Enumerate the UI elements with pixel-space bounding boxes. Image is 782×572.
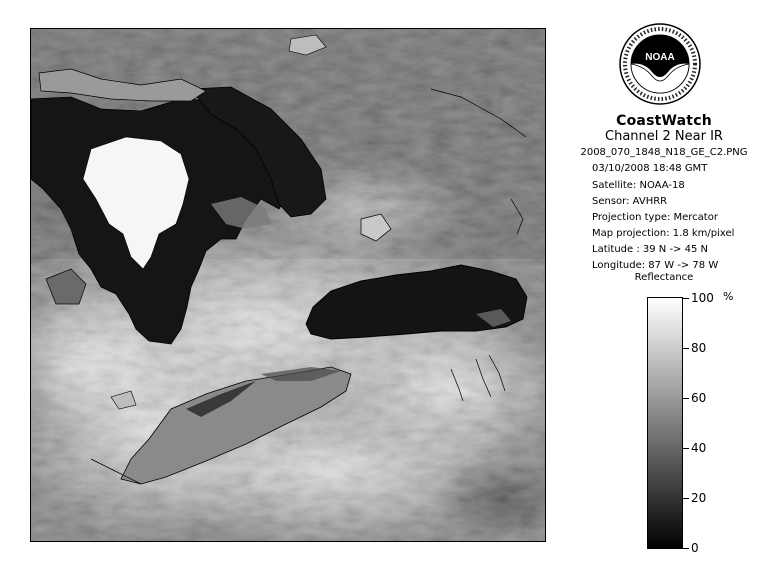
tick-mark — [683, 348, 689, 349]
noaa-seal — [618, 22, 702, 106]
reflectance-colorbar — [647, 297, 683, 549]
tick-mark — [683, 298, 689, 299]
tick-label-0: 0 — [691, 541, 699, 555]
tick-mark — [683, 448, 689, 449]
longitude-label: Longitude: 87 W -> 78 W — [592, 260, 719, 271]
tick-label-20: 20 — [691, 491, 707, 505]
sensor-label: Sensor: AVHRR — [592, 196, 668, 207]
logo-text: NOAA — [645, 52, 675, 63]
legend-unit: % — [723, 290, 734, 303]
legend-title: Reflectance — [634, 272, 694, 283]
tick-mark — [683, 398, 689, 399]
channel-label: Channel 2 Near IR — [605, 129, 723, 144]
latitude-label: Latitude : 39 N -> 45 N — [592, 244, 708, 255]
satellite-map — [30, 28, 546, 542]
tick-label-80: 80 — [691, 341, 707, 355]
tick-mark — [683, 548, 689, 549]
projection-label: Projection type: Mercator — [592, 212, 718, 223]
tick-label-100: 100 — [691, 291, 714, 305]
tick-label-40: 40 — [691, 441, 707, 455]
noaa-logo — [618, 22, 702, 106]
tick-label-60: 60 — [691, 391, 707, 405]
tick-mark — [683, 498, 689, 499]
brand-title: CoastWatch — [616, 113, 712, 129]
filename-label: 2008_070_1848_N18_GE_C2.PNG — [580, 147, 748, 158]
map-projection-label: Map projection: 1.8 km/pixel — [592, 228, 735, 239]
date-time: 03/10/2008 18:48 GMT — [592, 163, 708, 174]
satellite-image — [31, 29, 546, 542]
satellite-label: Satellite: NOAA-18 — [592, 180, 685, 191]
